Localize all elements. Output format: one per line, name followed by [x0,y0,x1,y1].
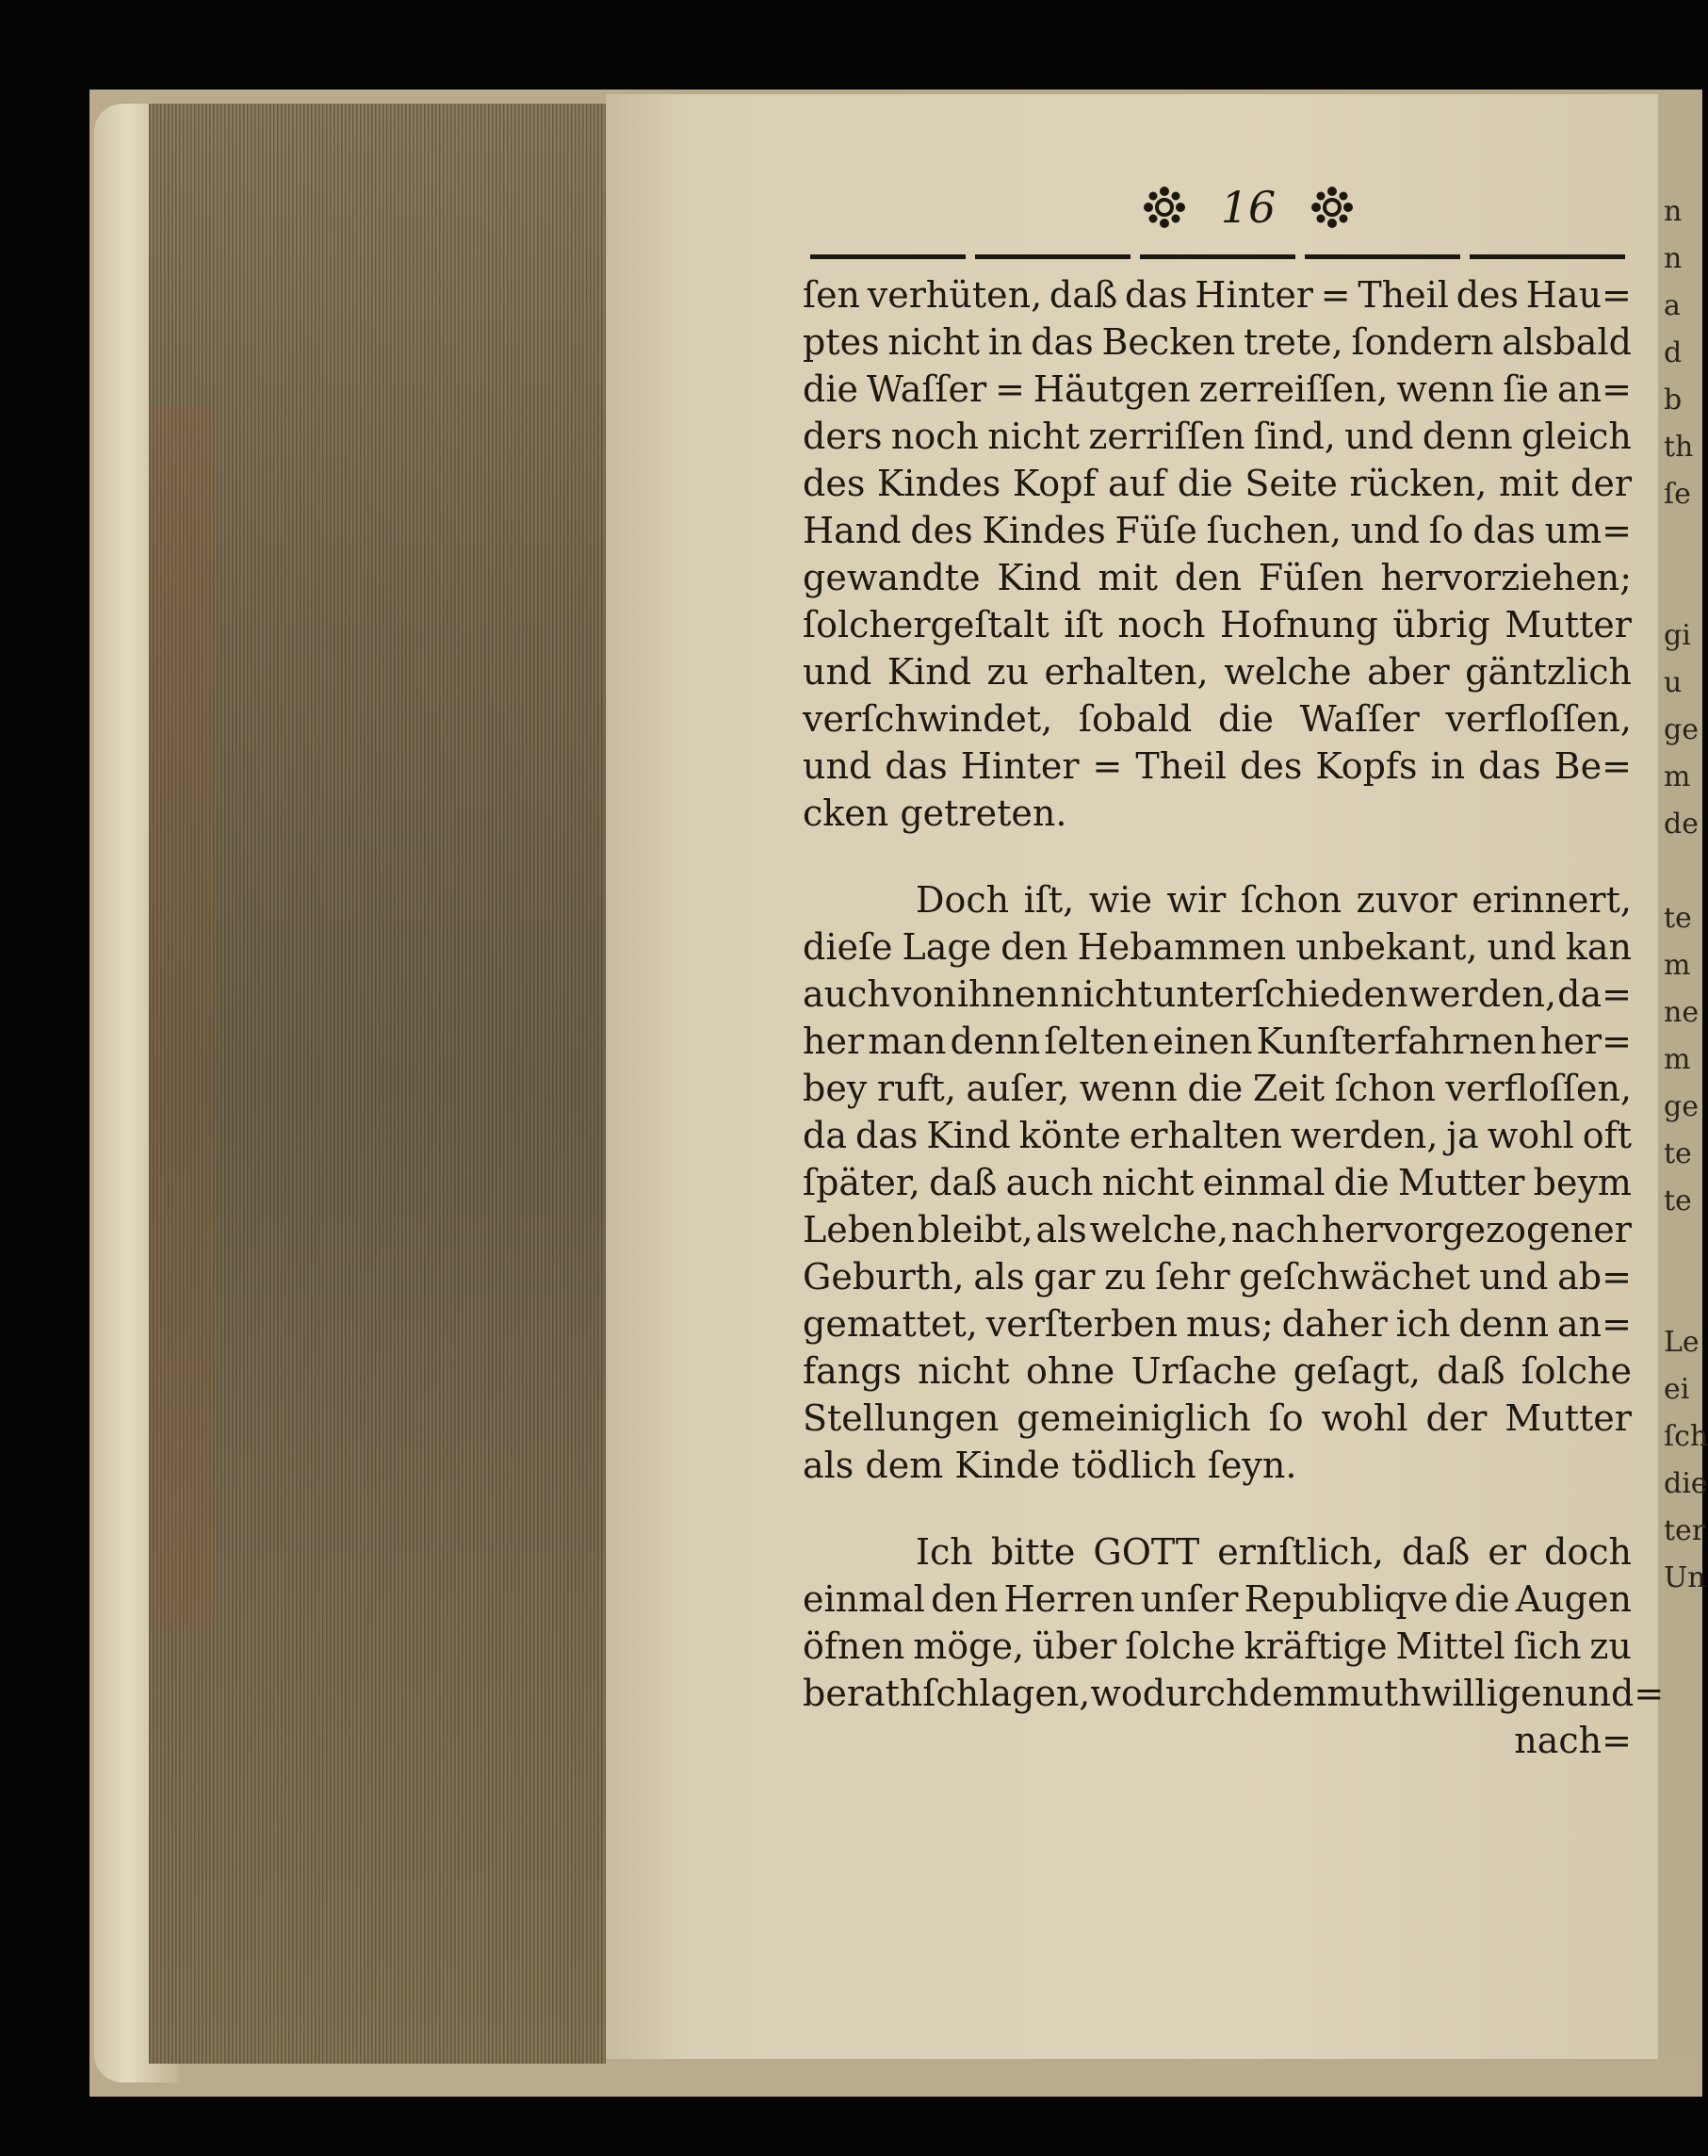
page-edges [149,104,606,2064]
text-line: des Kindes Kopf auf die Seite rücken, mit der [803,463,1632,504]
facing-page-fragment: m [1664,1043,1691,1076]
facing-page-fragment: m [1664,760,1691,793]
facing-page-fragment: ter [1664,1514,1706,1547]
text-line: fangs nicht ohne Urſache geſagt, daß ſolche [803,1350,1632,1392]
text-line: Leben bleibt, als welche, nach hervorgezogener [803,1209,1632,1250]
facing-page-fragment: n [1664,195,1683,228]
text-line: gewandte Kind mit den Füſen hervorziehen; [803,557,1632,598]
text-line: öfnen möge, über ſolche kräftige Mittel ſich zu [803,1625,1632,1667]
text-line: Stellungen gemeiniglich ſo wohl der Mutter [803,1397,1632,1439]
text-line: auch von ihnen nicht unterſchieden werden, da= [803,973,1632,1015]
text-line: ſen verhüten, daß das Hinter = Theil des Hau= [803,274,1632,316]
text-line: ſolchergeſtalt iſt noch Hofnung übrig Mutter [803,604,1632,645]
text-line: bey ruft, auſer, wenn die Zeit ſchon verfloſſen, [803,1068,1632,1109]
edge-stain [149,405,215,1630]
text-line: und Kind zu erhalten, welche aber gäntzlich [803,651,1632,693]
text-line: ptes nicht in das Becken trete, ſondern alsbald [803,321,1632,363]
facing-page-fragment: die [1664,1467,1708,1500]
text-line: Hand des Kindes Füſe ſuchen, und ſo das um= [803,510,1632,551]
page-number: 16 [1220,182,1277,233]
catchword: nach= [1514,1720,1632,1761]
facing-page-fragment: ne [1664,996,1700,1029]
text-line: dieſe Lage den Hebammen unbekant, und kan [803,926,1632,968]
text-line: her man denn ſelten einen Kunſterfahrnen her= [803,1021,1632,1062]
facing-page-fragment: ei [1664,1373,1690,1406]
text-line: einmal den Herren unſer Republiqve die Augen [803,1578,1632,1620]
facing-page-fragment: Un [1664,1561,1706,1594]
text-line: als dem Kinde tödlich ſeyn. [803,1445,1297,1486]
facing-page-fragment: m [1664,949,1691,982]
text-line: ders noch nicht zerriſſen ſind, und denn gleich [803,416,1632,457]
text-line: und das Hinter = Theil des Kopfs in das Be= [803,745,1632,787]
flower-ornament-icon [1144,187,1185,228]
facing-page-fragment: n [1664,242,1683,275]
facing-page-fragment: te [1664,902,1692,935]
text-line: Ich bitte GOTT ernſtlich, daß er doch [916,1531,1632,1573]
header-rule [810,254,1635,259]
text-line: cken getreten. [803,792,1067,834]
facing-page-fragment: b [1664,384,1683,416]
text-line: Doch iſt, wie wir ſchon zuvor erinnert, [916,879,1632,921]
facing-page-fragment: te [1664,1184,1692,1217]
facing-page-edge [1658,94,1708,2059]
text-line: die Waſſer = Häutgen zerreiſſen, wenn ſie an= [803,368,1632,410]
text-line: da das Kind könte erhalten werden, ja wohl oft [803,1115,1632,1156]
facing-page-fragment: te [1664,1137,1692,1170]
text-line: ſpäter, daß auch nicht einmal die Mutter beym [803,1162,1632,1203]
facing-page-fragment: ge [1664,713,1699,746]
text-line: gemattet, verſterben mus; daher ich denn an= [803,1303,1632,1345]
facing-page-fragment: gi [1664,619,1691,652]
facing-page-fragment: ſe [1664,478,1691,511]
facing-page-fragment: Le [1664,1326,1700,1359]
facing-page-fragment: a [1664,289,1681,322]
facing-page-fragment: ſch [1664,1420,1708,1453]
facing-page-fragment: th [1664,431,1694,464]
page-header [1116,179,1380,236]
body-text [803,271,1665,1764]
text-line: Geburth, als gar zu ſehr geſchwächet und ab= [803,1256,1632,1298]
facing-page-fragment: ge [1664,1090,1699,1123]
facing-page-fragment: u [1664,666,1683,699]
text-line: berathſchlagen, wodurch dem muthwilligen und= [803,1673,1665,1714]
text-line: verſchwindet, ſobald die Waſſer verfloſſen, [803,698,1632,740]
flower-ornament-icon [1311,187,1353,228]
facing-page-fragment: d [1664,336,1683,369]
facing-page-fragment: de [1664,808,1699,841]
